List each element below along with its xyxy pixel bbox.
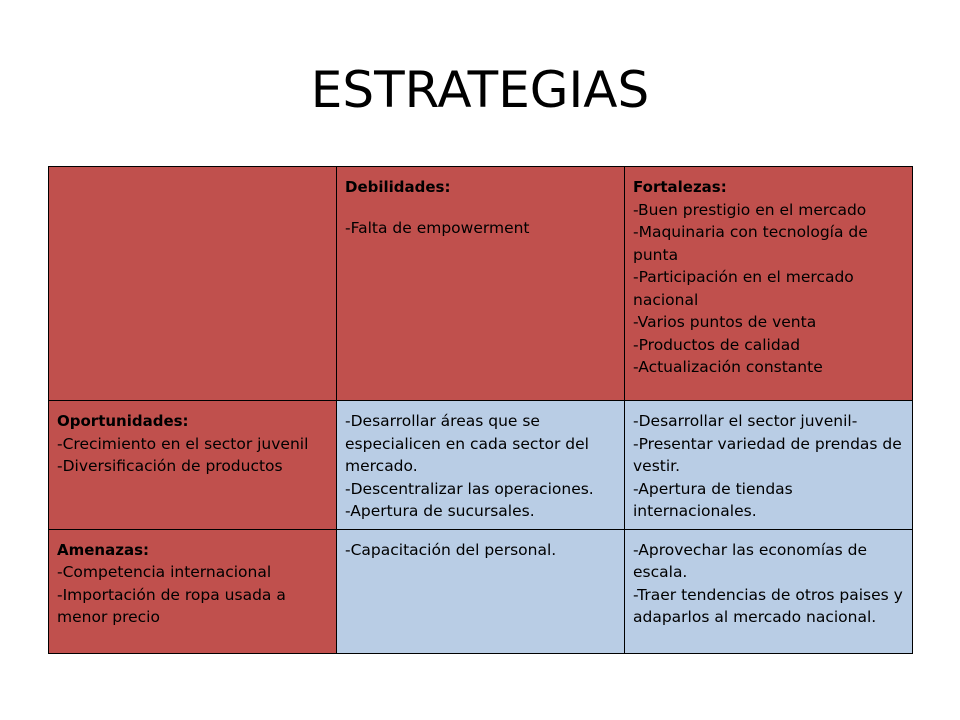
table-row-oportunidades bbox=[49, 401, 913, 530]
do-strategy-item: -Descentralizar las operaciones. bbox=[345, 479, 594, 498]
fortalezas-item: -Varios puntos de venta bbox=[633, 313, 817, 331]
fortalezas-item: -Buen prestigio en el mercado bbox=[633, 200, 867, 219]
fortalezas-cell bbox=[625, 167, 913, 401]
slide-title: ESTRATEGIAS bbox=[310, 61, 650, 119]
da-strategy-item: -Capacitación del personal. bbox=[345, 540, 557, 559]
fa-strategies-cell bbox=[625, 529, 913, 653]
do-strategy-item: -Desarrollar áreas que se especialicen en cada sector del mercado. bbox=[345, 412, 589, 475]
debilidades-item: -Falta de empowerment bbox=[345, 218, 530, 237]
fortalezas-heading: Fortalezas: bbox=[633, 178, 727, 196]
table-row-amenazas bbox=[49, 529, 913, 653]
fo-strategy-item: -Desarrollar el sector juvenil- bbox=[633, 412, 858, 430]
table-row-header bbox=[49, 167, 913, 401]
debilidades-cell bbox=[337, 167, 625, 401]
do-strategy-item: -Apertura de sucursales. bbox=[345, 502, 535, 520]
amenazas-item: -Importación de ropa usada a menor precio bbox=[57, 585, 286, 626]
oportunidades-heading: Oportunidades: bbox=[57, 412, 189, 430]
fa-strategy-item: -Aprovechar las economías de escala. bbox=[633, 540, 867, 581]
debilidades-heading: Debilidades: bbox=[345, 178, 451, 196]
oportunidades-item: -Diversificación de productos bbox=[57, 457, 283, 475]
fortalezas-item: -Maquinaria con tecnología de punta bbox=[633, 223, 868, 264]
fa-strategy-item: -Traer tendencias de otros paises y adaparlos al mercado nacional. bbox=[633, 585, 903, 626]
fo-strategy-item: -Apertura de tiendas internacionales. bbox=[633, 479, 793, 520]
empty-corner-cell bbox=[49, 167, 337, 401]
fo-strategies-cell bbox=[625, 401, 913, 530]
do-strategies-cell bbox=[337, 401, 625, 530]
oportunidades-item: -Crecimiento en el sector juvenil bbox=[57, 434, 309, 453]
cell-spacer bbox=[345, 199, 616, 217]
swot-strategy-table bbox=[48, 166, 913, 654]
amenazas-heading: Amenazas: bbox=[57, 540, 149, 559]
fortalezas-item: -Participación en el mercado nacional bbox=[633, 268, 854, 309]
oportunidades-cell bbox=[49, 401, 337, 530]
amenazas-item: -Competencia internacional bbox=[57, 563, 272, 581]
amenazas-cell bbox=[49, 529, 337, 653]
fortalezas-item: -Actualización constante bbox=[633, 358, 823, 376]
fo-strategy-item: -Presentar variedad de prendas de vestir. bbox=[633, 434, 902, 475]
da-strategies-cell bbox=[337, 529, 625, 653]
fortalezas-item: -Productos de calidad bbox=[633, 335, 801, 354]
